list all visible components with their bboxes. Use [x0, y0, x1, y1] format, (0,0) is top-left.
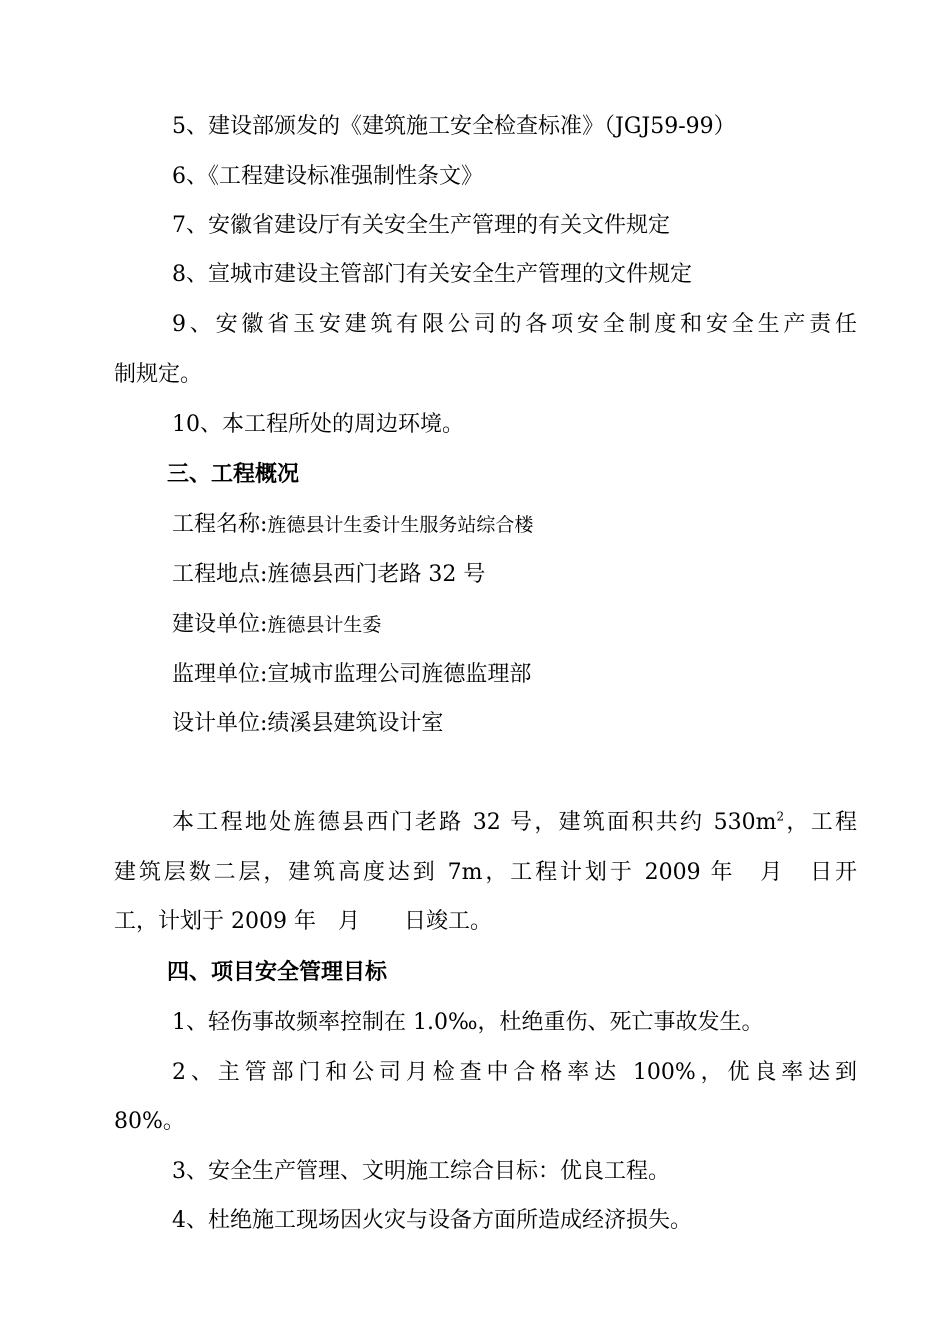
goal-item: 1、轻伤事故频率控制在 1.0‰，杜绝重伤、死亡事故发生。 — [172, 1010, 764, 1035]
goal-item-continuation: 80%。 — [114, 1109, 185, 1134]
field-label: 工程名称: — [172, 512, 268, 537]
project-description-line: 建筑层数二层，建筑高度达到 7m，工程计划于 2009 年 月 日开 — [114, 860, 857, 885]
list-item: 7、安徽省建设厅有关安全生产管理的有关文件规定 — [172, 213, 670, 238]
list-item: 6、《工程建设标准强制性条文》 — [172, 164, 483, 189]
project-name-row — [172, 510, 533, 540]
project-description-line: 工，计划于 2009 年 月 日竣工。 — [114, 909, 492, 934]
list-item: 10、本工程所处的周边环境。 — [172, 412, 464, 437]
field-value: 宣城市监理公司旌德监理部 — [267, 662, 532, 687]
section-heading: 三、工程概况 — [167, 462, 300, 487]
list-item: 9、安徽省玉安建筑有限公司的各项安全制度和安全生产责任 — [172, 312, 857, 337]
field-value: 旌德县计生委计生服务站综合楼 — [267, 514, 534, 536]
description-text: 本工程地处旌德县西门老路 32 号，建筑面积共约 530m — [172, 810, 777, 835]
field-label: 设计单位: — [172, 711, 268, 736]
field-value: 旌德县计生委 — [267, 614, 382, 636]
goal-item: 4、杜绝施工现场因火灾与设备方面所造成经济损失。 — [172, 1208, 692, 1233]
list-item-continuation: 制规定。 — [114, 362, 203, 387]
list-item: 5、建设部颁发的《建筑施工安全检查标准》（JGJ59-99） — [172, 114, 736, 139]
supervisor-row — [172, 660, 531, 690]
superscript: 2 — [776, 809, 785, 824]
project-description-line — [172, 808, 857, 838]
section-heading: 四、项目安全管理目标 — [167, 960, 388, 985]
goal-item: 3、安全生产管理、文明施工综合目标：优良工程。 — [172, 1159, 670, 1184]
owner-row — [172, 610, 381, 640]
project-site-row — [172, 560, 485, 590]
list-item: 8、宣城市建设主管部门有关安全生产管理的文件规定 — [172, 262, 692, 287]
field-label: 工程地点: — [172, 562, 268, 587]
field-label: 监理单位: — [172, 662, 268, 687]
designer-row — [172, 709, 443, 739]
description-text: ，工程 — [784, 810, 857, 835]
field-label: 建设单位: — [172, 612, 268, 637]
field-value: 绩溪县建筑设计室 — [267, 711, 444, 736]
field-value: 旌德县西门老路 32 号 — [267, 562, 486, 587]
goal-item: 2、主管部门和公司月检查中合格率达 100%，优良率达到 — [172, 1060, 857, 1085]
